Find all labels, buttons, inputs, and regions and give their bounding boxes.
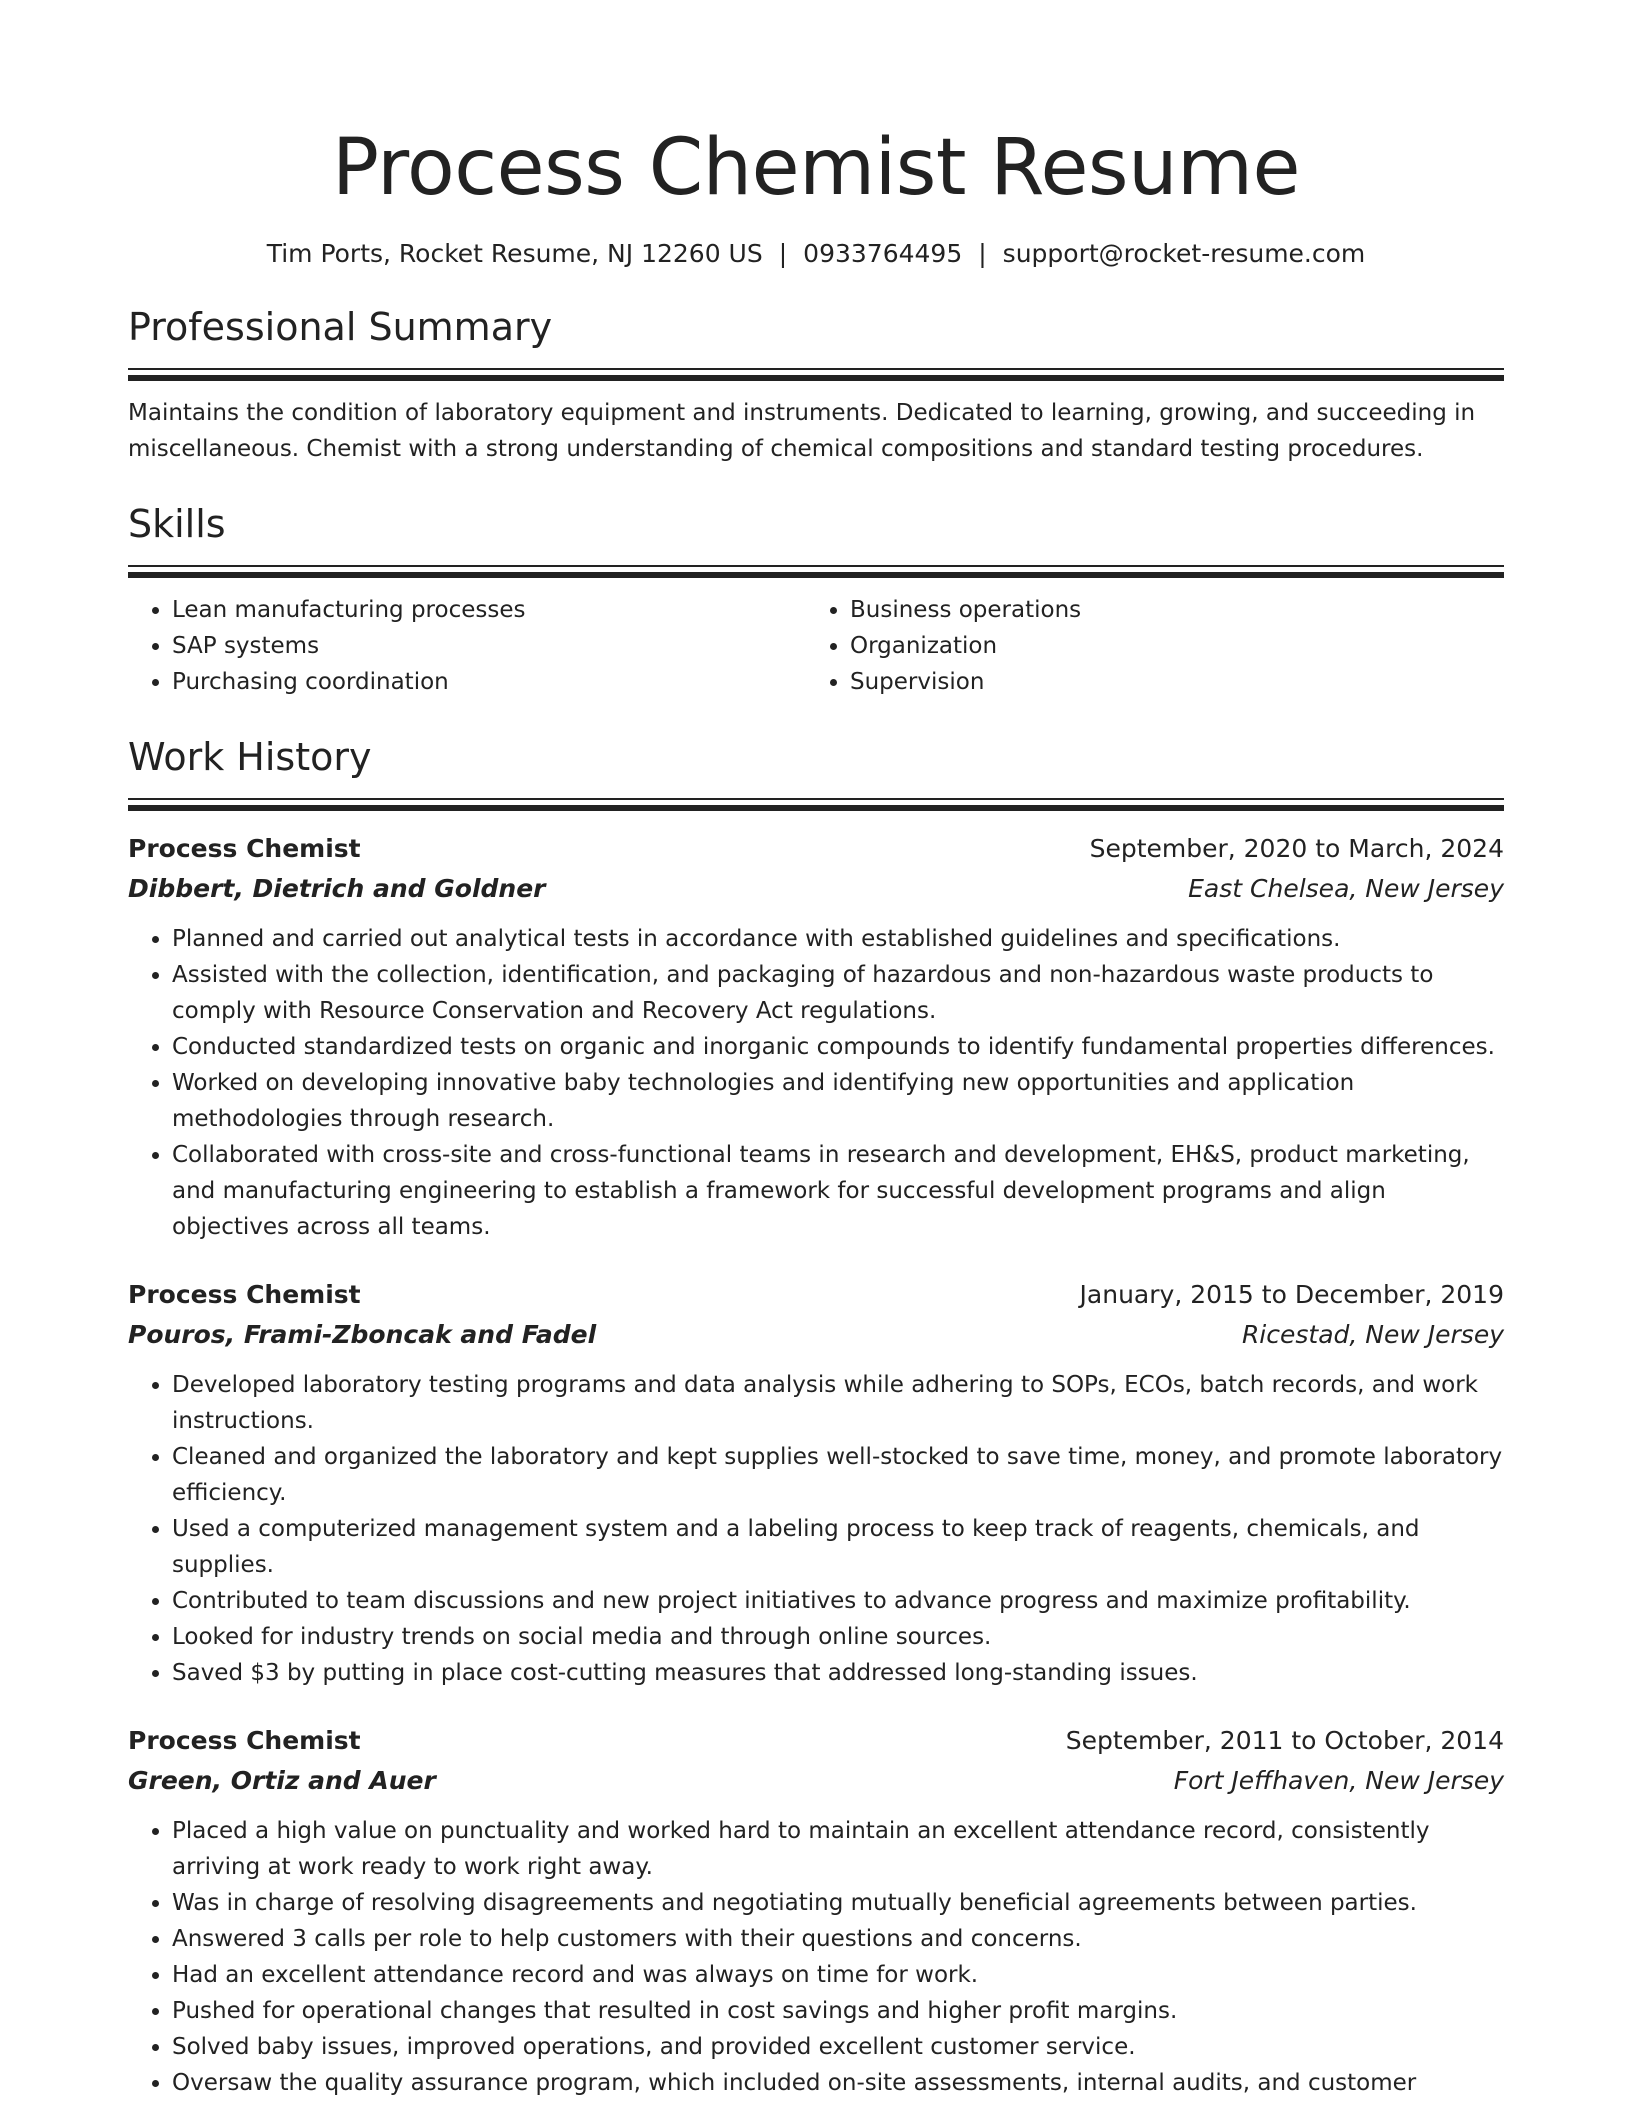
job-bullet: • Answered 3 calls per role to help customers with their questions and concerns. <box>172 1921 1504 1957</box>
job-bullet: • Oversaw the quality assurance program, which included on-site assessments, internal audits, and customer <box>172 2065 1504 2101</box>
job-title: Process Chemist <box>128 834 361 863</box>
job-bullet: • Worked on developing innovative baby technologies and identifying new opportunities and application methodologies through research. <box>172 1065 1504 1137</box>
page-title: Process Chemist Resume <box>332 123 1300 213</box>
job-bullet: • Conducted standardized tests on organic and inorganic compounds to identify fundamental properties differences. <box>172 1029 1504 1065</box>
job-bullet: • Developed laboratory testing programs and data analysis while adhering to SOPs, ECOs, batch records, and work instructions. <box>172 1367 1504 1439</box>
section-divider-thick <box>128 572 1504 578</box>
skill-item: • Purchasing coordination <box>172 664 806 700</box>
job-bullets <box>128 1367 1504 1691</box>
job-company: Green, Ortiz and Auer <box>128 1766 436 1795</box>
contact-phone: 0933764495 <box>803 239 963 268</box>
job-bullet: • Had an excellent attendance record and was always on time for work. <box>172 1957 1504 1993</box>
skills-column-right <box>806 592 1484 700</box>
contact-line <box>128 238 1504 270</box>
job-dates: September, 2011 to October, 2014 <box>1065 1726 1504 1755</box>
job-bullet: • Was in charge of resolving disagreements and negotiating mutually beneficial agreements between parties. <box>172 1885 1504 1921</box>
job-title: Process Chemist <box>128 1726 361 1755</box>
skills-column-left <box>128 592 806 700</box>
job-bullet: • Assisted with the collection, identification, and packaging of hazardous and non-hazardous waste products to comply with Resource Conservation and Recovery Act regulations. <box>172 957 1504 1029</box>
job-bullet: • Looked for industry trends on social media and through online sources. <box>172 1619 1504 1655</box>
section-divider <box>128 368 1504 370</box>
job-bullet: • Used a computerized management system and a labeling process to keep track of reagents, chemicals, and supplies. <box>172 1511 1504 1583</box>
section-divider-thick <box>128 375 1504 381</box>
summary-text: Maintains the condition of laboratory equipment and instruments. Dedicated to learning, growing, and succeeding in miscellaneous. Chemist with a strong understanding of chemical compositions and standard testing procedures. <box>128 400 1476 462</box>
contact-separator: | <box>778 239 788 268</box>
skill-item: • Organization <box>850 628 1484 664</box>
contact-address: Tim Ports, Rocket Resume, NJ 12260 US <box>266 239 763 268</box>
job-bullet: • Contributed to team discussions and new project initiatives to advance progress and maximize profitability. <box>172 1583 1504 1619</box>
job-bullet: • Pushed for operational changes that resulted in cost savings and higher profit margins. <box>172 1993 1504 2029</box>
skills-list <box>128 592 1504 700</box>
section-divider <box>128 565 1504 567</box>
job-company: Pouros, Frami-Zboncak and Fadel <box>128 1320 597 1349</box>
job-bullets <box>128 921 1504 1245</box>
job-bullet: • Planned and carried out analytical tests in accordance with established guidelines and specifications. <box>172 921 1504 957</box>
job-bullet: • Cleaned and organized the laboratory and kept supplies well-stocked to save time, money, and promote laboratory efficiency. <box>172 1439 1504 1511</box>
skill-item: • SAP systems <box>172 628 806 664</box>
job-bullets <box>128 1813 1504 2101</box>
job-company: Dibbert, Dietrich and Goldner <box>128 874 546 903</box>
job-location: East Chelsea, New Jersey <box>1188 874 1504 903</box>
section-heading-work: Work History <box>128 735 372 779</box>
section-divider-thick <box>128 805 1504 811</box>
job-entry <box>128 829 1504 1245</box>
job-title: Process Chemist <box>128 1280 361 1309</box>
job-dates: January, 2015 to December, 2019 <box>1079 1280 1504 1309</box>
job-bullet: • Collaborated with cross-site and cross-functional teams in research and development, EH&S, product marketing, and manufacturing engineering to establish a framework for successful development programs and align objectives across all teams. <box>172 1137 1504 1245</box>
job-bullet: • Solved baby issues, improved operations, and provided excellent customer service. <box>172 2029 1504 2065</box>
resume-page <box>128 0 1504 2101</box>
section-heading-skills: Skills <box>128 502 226 546</box>
job-location: Fort Jeffhaven, New Jersey <box>1173 1766 1504 1795</box>
skill-item: • Business operations <box>850 592 1484 628</box>
contact-email: support@rocket-resume.com <box>1002 239 1366 268</box>
job-dates: September, 2020 to March, 2024 <box>1089 834 1504 863</box>
job-bullet: • Placed a high value on punctuality and worked hard to maintain an excellent attendance record, consistently arriving at work ready to work right away. <box>172 1813 1504 1885</box>
section-heading-summary: Professional Summary <box>128 305 553 349</box>
contact-separator: | <box>978 239 987 268</box>
job-bullet: • Saved $3 by putting in place cost-cutting measures that addressed long-standing issues. <box>172 1655 1504 1691</box>
job-entry <box>128 1275 1504 1691</box>
job-entry <box>128 1721 1504 2101</box>
skill-item: • Supervision <box>850 664 1484 700</box>
job-location: Ricestad, New Jersey <box>1241 1320 1504 1349</box>
section-divider <box>128 798 1504 800</box>
skill-item: • Lean manufacturing processes <box>172 592 806 628</box>
